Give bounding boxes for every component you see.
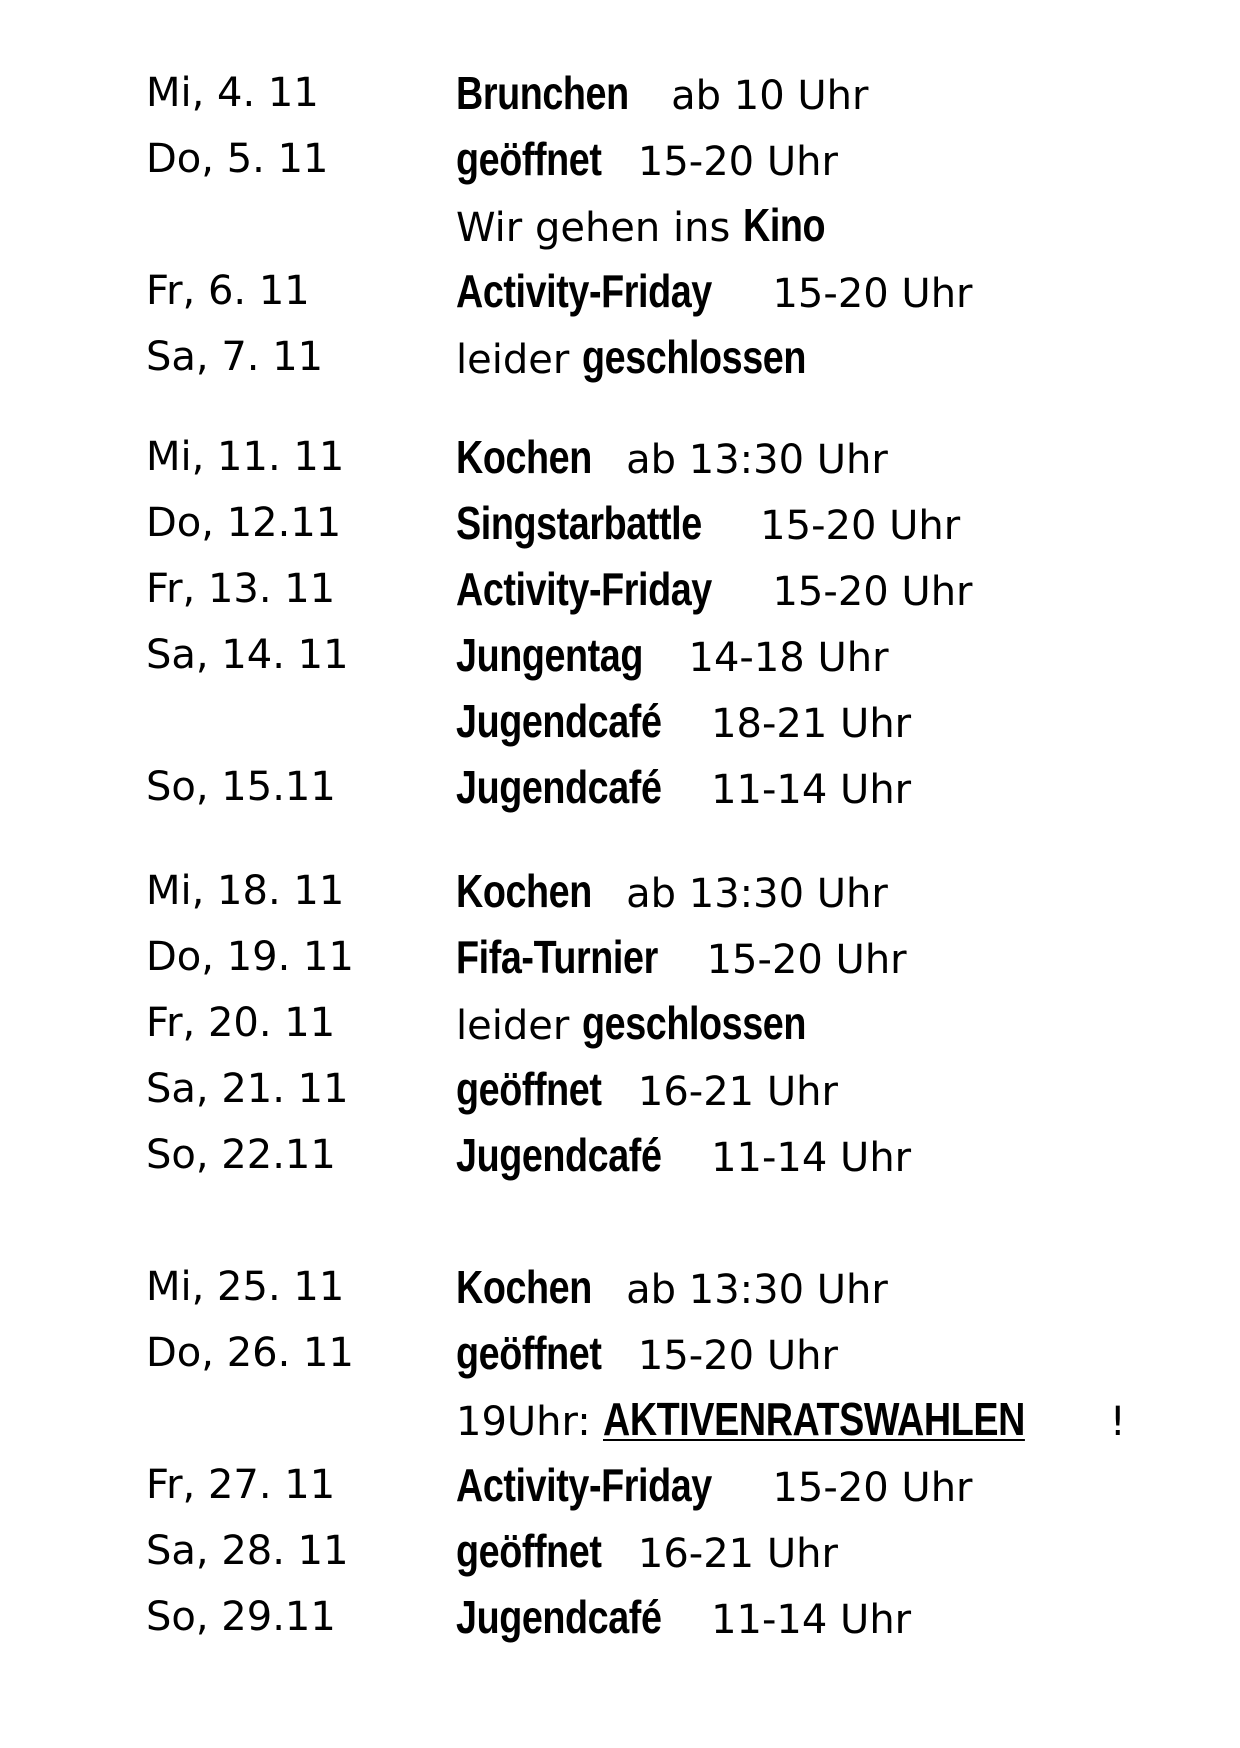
row-date: So, 15.11 — [146, 764, 336, 810]
row-event — [456, 1056, 838, 1125]
event-title: Kochen — [456, 865, 592, 917]
event-time: 15-20 Uhr — [693, 937, 907, 983]
row-event — [456, 324, 847, 393]
row-date: Do, 5. 11 — [146, 136, 329, 182]
event-time: 18-21 Uhr — [698, 701, 912, 747]
row-event — [456, 60, 868, 129]
row-event — [456, 622, 889, 691]
event-time: 15-20 Uhr — [759, 1465, 973, 1511]
event-time: ab 13:30 Uhr — [613, 1267, 888, 1313]
row-date: Fr, 13. 11 — [146, 566, 336, 612]
schedule-row — [0, 1584, 1240, 1650]
event-prefix: 19Uhr: — [456, 1399, 604, 1445]
row-date: Sa, 21. 11 — [146, 1066, 349, 1112]
schedule-row — [0, 688, 1240, 754]
event-title: geöffnet — [456, 1327, 602, 1379]
row-event — [456, 1584, 911, 1653]
row-date: Sa, 28. 11 — [146, 1528, 349, 1574]
event-time: 16-21 Uhr — [625, 1069, 838, 1115]
schedule-row — [0, 1056, 1240, 1122]
row-date: Sa, 14. 11 — [146, 632, 349, 678]
event-title: Brunchen — [456, 67, 629, 119]
event-title: Kochen — [456, 1261, 592, 1313]
schedule-row — [0, 858, 1240, 924]
event-prefix: leider — [456, 337, 582, 383]
row-date: Mi, 18. 11 — [146, 868, 345, 914]
event-title: geöffnet — [456, 1525, 602, 1577]
event-time: 16-21 Uhr — [625, 1531, 838, 1577]
schedule-row — [0, 1320, 1240, 1386]
row-date: Fr, 6. 11 — [146, 268, 310, 314]
schedule-row — [0, 622, 1240, 688]
schedule-row — [0, 126, 1240, 192]
schedule-row — [0, 1122, 1240, 1188]
schedule-row — [0, 924, 1240, 990]
row-event — [456, 192, 835, 261]
schedule-row — [0, 1518, 1240, 1584]
row-date: Do, 26. 11 — [146, 1330, 354, 1376]
schedule-row — [0, 192, 1240, 258]
event-time: 15-20 Uhr — [625, 139, 838, 185]
row-event — [456, 1452, 973, 1521]
event-title: Kochen — [456, 431, 592, 483]
event-time: 15-20 Uhr — [747, 503, 961, 549]
schedule-row — [0, 1254, 1240, 1320]
row-event — [456, 688, 911, 757]
event-time: 15-20 Uhr — [759, 271, 973, 317]
row-event — [456, 924, 907, 993]
event-title: geschlossen — [582, 331, 807, 383]
row-date: Mi, 4. 11 — [146, 70, 319, 116]
schedule-row — [0, 424, 1240, 490]
event-title: geöffnet — [456, 133, 602, 185]
schedule-row — [0, 490, 1240, 556]
row-event — [456, 556, 973, 625]
event-title: Jugendcafé — [456, 761, 662, 813]
row-date: So, 22.11 — [146, 1132, 336, 1178]
schedule-row — [0, 324, 1240, 390]
event-title: Fifa-Turnier — [456, 931, 658, 983]
row-event — [456, 754, 911, 823]
row-event — [456, 490, 960, 559]
event-title: Jugendcafé — [456, 1591, 662, 1643]
event-time: 15-20 Uhr — [759, 569, 973, 615]
row-event — [456, 858, 888, 927]
event-prefix: Wir gehen ins — [456, 205, 743, 251]
row-event — [456, 1320, 838, 1389]
event-title: geschlossen — [582, 997, 807, 1049]
row-date: Fr, 27. 11 — [146, 1462, 336, 1508]
schedule-row — [0, 258, 1240, 324]
event-time: 11-14 Uhr — [698, 767, 912, 813]
row-date: Mi, 25. 11 — [146, 1264, 345, 1310]
row-date: Sa, 7. 11 — [146, 334, 324, 380]
schedule-row — [0, 1452, 1240, 1518]
row-event — [456, 258, 973, 327]
row-event — [456, 1254, 888, 1323]
event-title: Activity-Friday — [456, 1459, 712, 1511]
schedule-row — [0, 60, 1240, 126]
event-time: 15-20 Uhr — [625, 1333, 838, 1379]
event-time: ab 13:30 Uhr — [613, 871, 888, 917]
event-title: Activity-Friday — [456, 563, 712, 615]
event-title: Jungentag — [456, 629, 644, 681]
event-title: Jugendcafé — [456, 1129, 662, 1181]
schedule-row — [0, 754, 1240, 820]
row-event — [456, 424, 888, 493]
row-event — [456, 1518, 838, 1587]
row-date: Do, 12.11 — [146, 500, 342, 546]
row-event — [456, 1122, 911, 1191]
event-prefix: leider — [456, 1003, 582, 1049]
row-date: Do, 19. 11 — [146, 934, 354, 980]
event-time: ab 13:30 Uhr — [613, 437, 888, 483]
event-title: geöffnet — [456, 1063, 602, 1115]
event-time: 14-18 Uhr — [675, 635, 889, 681]
schedule-row — [0, 556, 1240, 622]
event-title: AKTIVENRATSWAHLEN — [603, 1393, 1026, 1445]
row-event — [456, 126, 838, 195]
schedule-row — [0, 990, 1240, 1056]
event-title: Activity-Friday — [456, 265, 712, 317]
row-date: So, 29.11 — [146, 1594, 336, 1640]
event-title: Singstarbattle — [456, 497, 702, 549]
event-time: ab 10 Uhr — [658, 73, 869, 119]
event-time: ! — [1109, 1399, 1126, 1445]
row-date: Fr, 20. 11 — [146, 1000, 336, 1046]
row-event — [456, 1386, 1126, 1455]
row-date: Mi, 11. 11 — [146, 434, 345, 480]
event-title: Jugendcafé — [456, 695, 662, 747]
event-title: Kino — [743, 199, 826, 251]
event-time: 11-14 Uhr — [698, 1597, 912, 1643]
row-event — [456, 990, 847, 1059]
schedule-row — [0, 1386, 1240, 1452]
event-time: 11-14 Uhr — [698, 1135, 912, 1181]
